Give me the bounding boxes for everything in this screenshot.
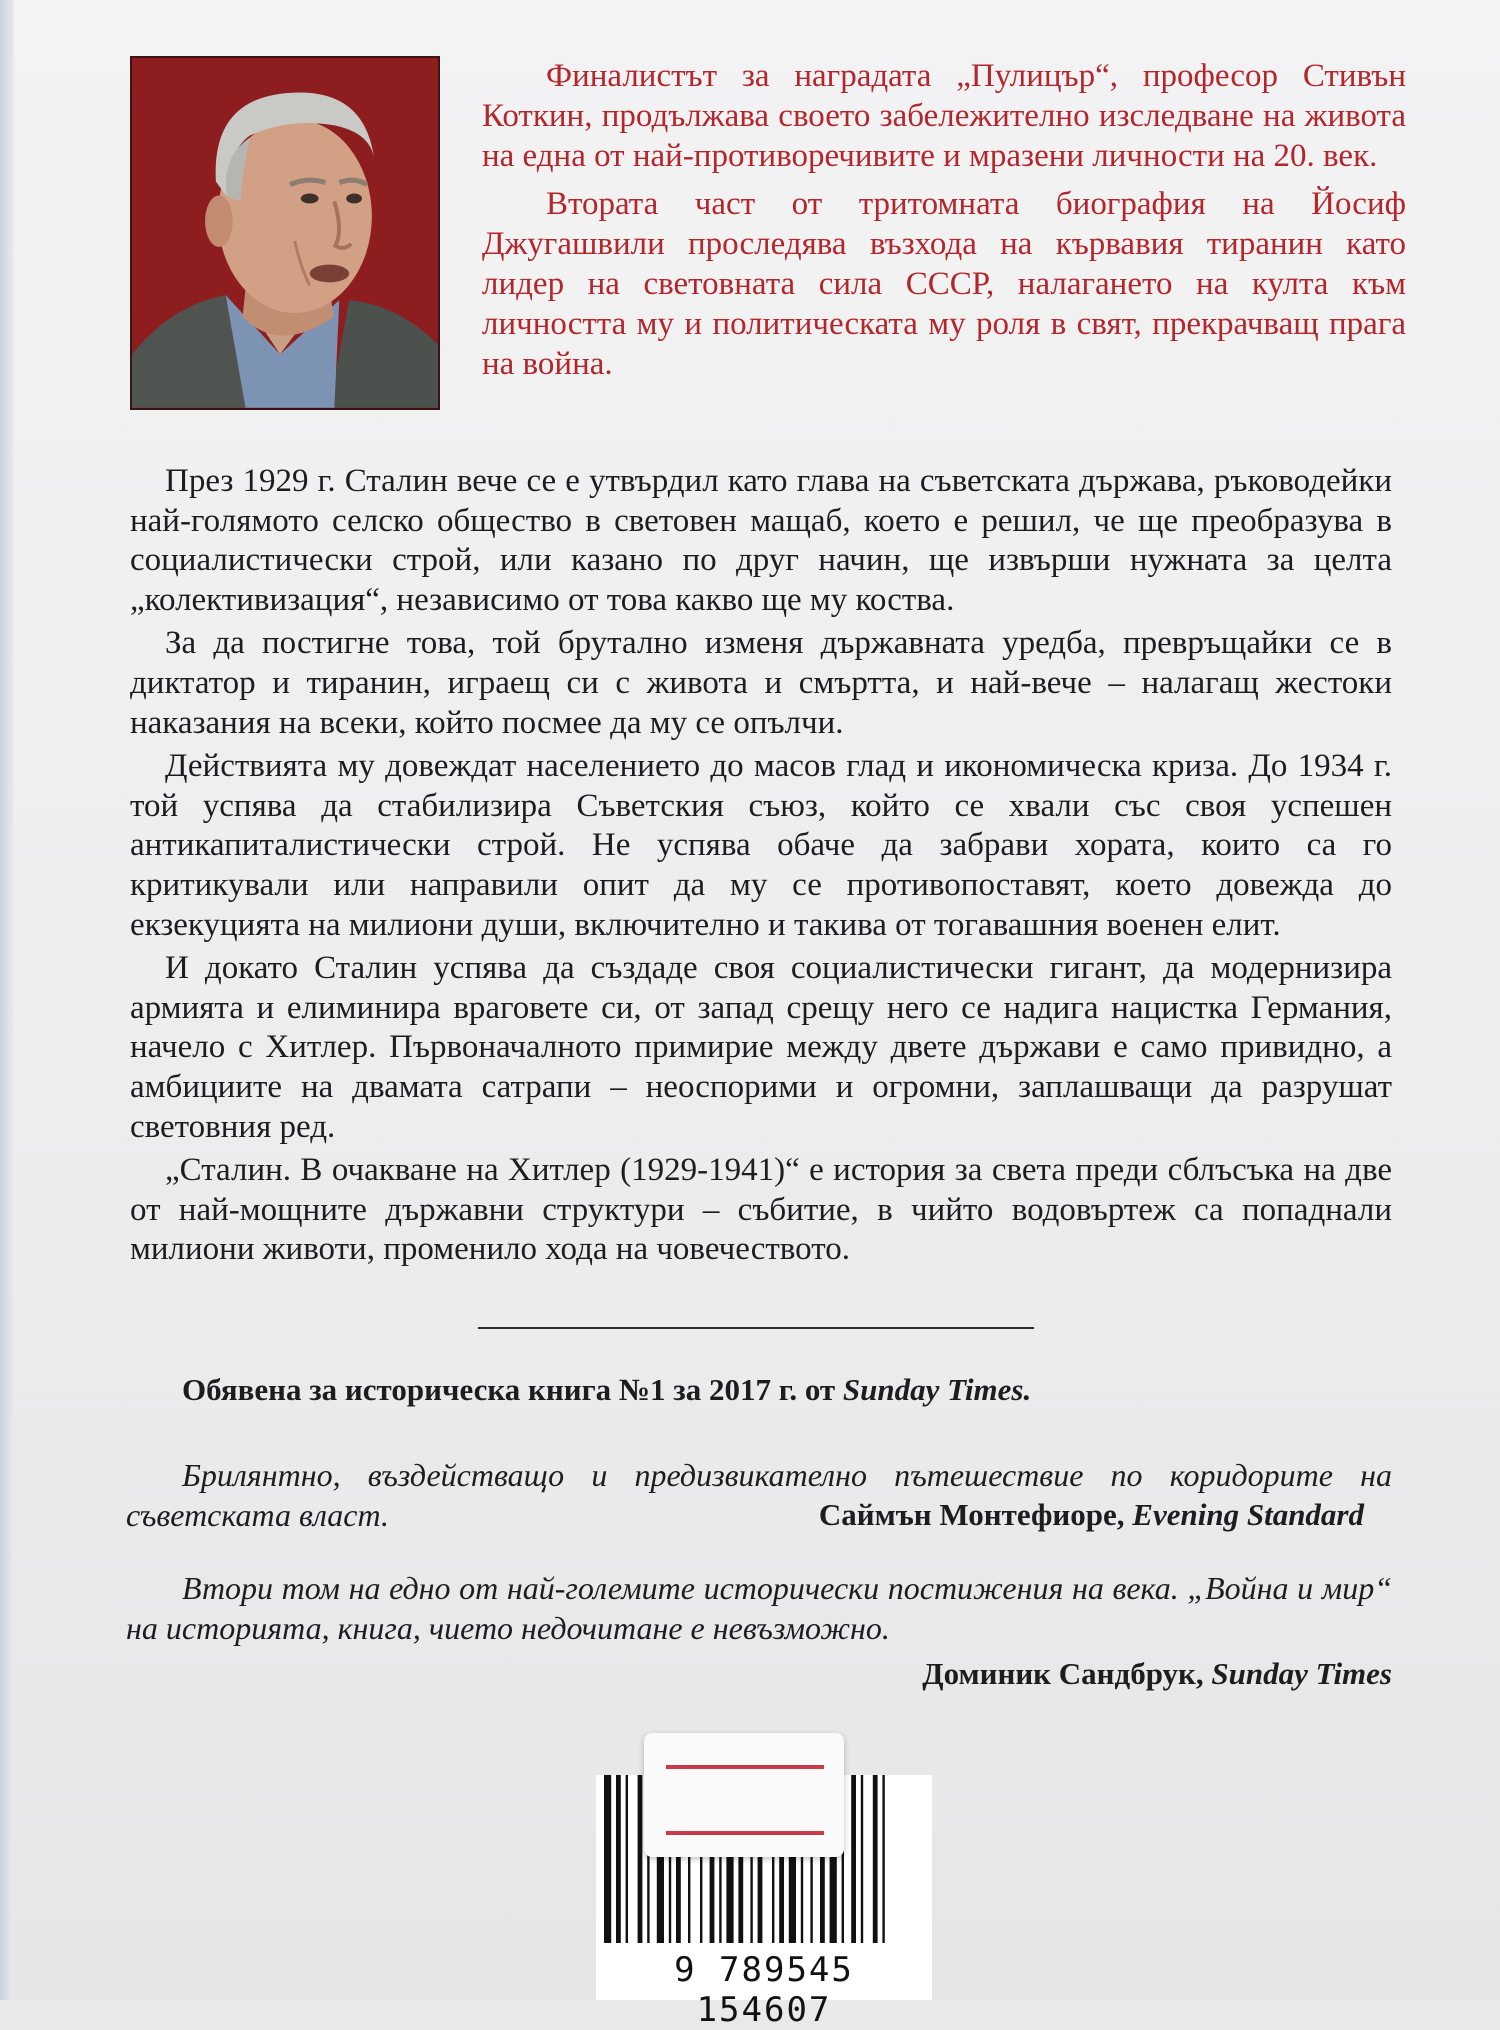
award-statement bbox=[182, 1370, 1382, 1410]
quote-text: Втори том на едно от най-големите исторически постижения на века. „Война и мир“ на историята, книга, чието недочитане е невъзможно. bbox=[126, 1570, 1392, 1646]
barcode-bar bbox=[604, 1775, 611, 1943]
author-intro bbox=[482, 56, 1406, 392]
description-paragraph: За да постигне това, той брутално изменя държавната уредба, превръщайки се в диктатор и тиранин, играещ си с живота и смъртта, и най-вече – налагащ жестоки наказания на всеки, който посмее да му се опълчи. bbox=[130, 625, 1392, 741]
review-quote bbox=[126, 1568, 1392, 1694]
quote-attribution bbox=[126, 1654, 1392, 1694]
barcode-bar bbox=[626, 1775, 628, 1943]
price-sticker bbox=[644, 1733, 844, 1857]
description-paragraph: През 1929 г. Сталин вече се е утвърдил като глава на съветската държава, ръководейки най-голямото селско общество в световен мащаб, което е решил, че ще преобразува в социалистически строй, или казано по друг начин, ще извърши нужната за целта „колективизация“, независимо от това какво ще му коства. bbox=[130, 463, 1392, 618]
divider bbox=[478, 1327, 1034, 1329]
intro-paragraph: Финалистът за наградата „Пулицър“, професор Стивън Коткин, продължава своето забележително изследване на живота на една от най-противоречивите и мразени личности на 20. век. bbox=[482, 58, 1406, 174]
barcode-bar bbox=[882, 1775, 884, 1943]
quote-author: Саймън Монтефиоре, bbox=[818, 1497, 1125, 1532]
cover-edge bbox=[0, 0, 14, 2000]
award-source: Sunday Times. bbox=[842, 1372, 1032, 1407]
author-portrait bbox=[130, 56, 440, 410]
barcode-bar bbox=[616, 1775, 621, 1943]
sticker-line bbox=[666, 1765, 824, 1769]
description-paragraph: „Сталин. В очакване на Хитлер (1929-1941)“ е история за света преди сблъсъка на две от най-мощните държавни структури – събитие, в чийто водовъртеж са попаднали милиони животи, променило хода на човечеството. bbox=[130, 1152, 1392, 1268]
intro-paragraph: Втората част от тритомната биография на Йосиф Джугашвили проследява възхода на кървавия тиранин като лидер на световната сила СССР, налагането на култа към личността му и политическата му роля в свят, прекрачващ прага на война. bbox=[482, 186, 1406, 382]
quote-text: Брилянтно, въздействащо и предизвикателно пътешествие по коридорите на съветската власт. bbox=[126, 1457, 1392, 1533]
barcode-bar bbox=[873, 1775, 878, 1943]
description-paragraph: И докато Сталин успява да създаде своя социалистически гигант, да модернизира армията и елиминира враговете си, от запад срещу него се надига нацистка Германия, начело с Хитлер. Първоначалното примирие между двете държави е само привидно, а амбициите на двамата сатрапи – неоспорими и огромни, заплашващи да разрушат световния ред. bbox=[130, 950, 1392, 1145]
review-quote bbox=[126, 1455, 1392, 1535]
sticker-line bbox=[666, 1831, 824, 1835]
quote-outlet: Sunday Times bbox=[1211, 1656, 1392, 1691]
book-description bbox=[130, 462, 1392, 1274]
isbn-digits: 9 789545 154607 bbox=[674, 1950, 854, 2030]
description-paragraph: Действията му довеждат населението до масов глад и икономическа криза. До 1934 г. той успява да стабилизира Съветския съюз, който се хвали със своя успешен антикапиталистически строй. Не успява обаче да забрави хората, които са го критикували или направили опит да му се противопоставят, което довежда до екзекуцията на милиони души, включително и такива от тогавашния военен елит. bbox=[130, 748, 1392, 943]
quote-author: Доминик Сандбрук, bbox=[922, 1656, 1204, 1691]
quote-outlet: Evening Standard bbox=[1132, 1497, 1364, 1532]
barcode-bar bbox=[638, 1775, 643, 1943]
barcode-bar bbox=[851, 1775, 856, 1943]
award-text: Обявена за историческа книга №1 за 2017 г. от bbox=[182, 1372, 836, 1407]
barcode-bar bbox=[861, 1775, 863, 1943]
